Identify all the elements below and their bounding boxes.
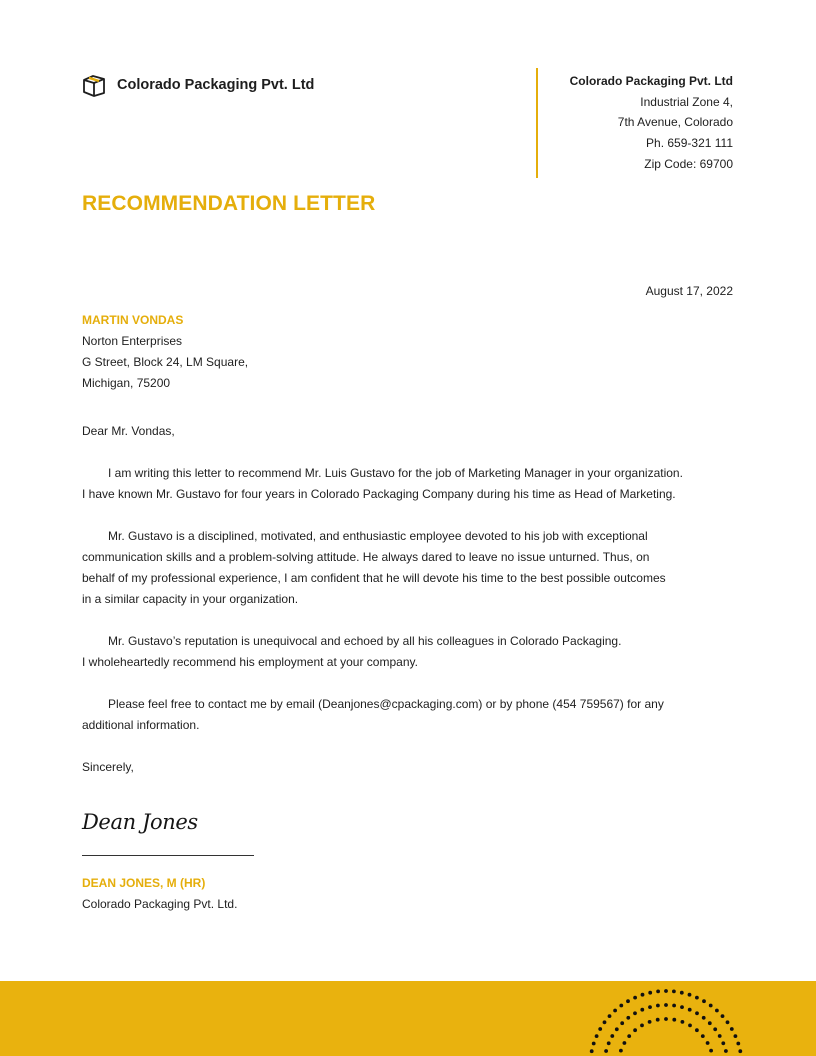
footer-dot bbox=[626, 999, 630, 1003]
footer-dot bbox=[721, 1041, 725, 1045]
footer-dot bbox=[641, 993, 645, 997]
footer-dot bbox=[664, 1003, 668, 1007]
paragraph-2-line-4: in a similar capacity in your organization. bbox=[82, 592, 299, 606]
paragraph-4-line-2: additional information. bbox=[82, 718, 200, 732]
footer-dot bbox=[706, 1041, 710, 1045]
footer-dot bbox=[626, 1016, 630, 1020]
footer-dot bbox=[619, 1004, 623, 1008]
footer-dot bbox=[702, 1016, 706, 1020]
address-line-1: Industrial Zone 4, bbox=[640, 94, 733, 109]
footer-dot bbox=[615, 1027, 619, 1031]
closing: Sincerely, bbox=[82, 760, 134, 774]
letter-title: RECOMMENDATION LETTER bbox=[82, 192, 376, 215]
footer-dot bbox=[695, 1011, 699, 1015]
sender-address bbox=[570, 71, 733, 175]
paragraph-4-line-1: Please feel free to contact me by email (Deanjones@cpackaging.com) or by phone (454 759567) for any bbox=[108, 697, 664, 711]
footer-dot bbox=[608, 1014, 612, 1018]
footer-dot bbox=[726, 1020, 730, 1024]
footer-dot bbox=[603, 1020, 607, 1024]
footer-dot bbox=[648, 1020, 652, 1024]
footer-dot bbox=[619, 1049, 623, 1053]
address-company: Colorado Packaging Pvt. Ltd bbox=[569, 74, 733, 88]
recipient-company: Norton Enterprises bbox=[82, 334, 183, 348]
footer-dot bbox=[633, 1011, 637, 1015]
footer-dot bbox=[664, 1017, 668, 1021]
footer-dot bbox=[633, 996, 637, 1000]
footer-dot bbox=[734, 1034, 738, 1038]
footer-dot bbox=[664, 989, 668, 993]
footer-dot bbox=[613, 1009, 617, 1013]
footer-dot bbox=[721, 1014, 725, 1018]
footer-dot bbox=[640, 1008, 644, 1012]
footer-dot bbox=[633, 1028, 637, 1032]
footer-dot bbox=[688, 1008, 692, 1012]
signer-block bbox=[82, 873, 237, 915]
paragraph-2-line-2: communication skills and a problem-solving attitude. He always dared to leave no issue unturned. Thus, on bbox=[82, 550, 650, 564]
footer-dot bbox=[648, 991, 652, 995]
footer-dot bbox=[648, 1005, 652, 1009]
footer-dot bbox=[590, 1049, 594, 1053]
footer-dot bbox=[730, 1027, 734, 1031]
footer-dot bbox=[672, 990, 676, 994]
footer-dot bbox=[695, 1028, 699, 1032]
footer-dot bbox=[738, 1049, 742, 1053]
paragraph-2-line-1: Mr. Gustavo is a disciplined, motivated, and enthusiastic employee devoted to his job with exceptional bbox=[108, 529, 648, 543]
footer-dot bbox=[598, 1027, 602, 1031]
paragraph-3-line-1: Mr. Gustavo’s reputation is unequivocal and echoed by all his colleagues in Colorado Packaging. bbox=[108, 634, 622, 648]
salutation: Dear Mr. Vondas, bbox=[82, 424, 175, 438]
footer-dot bbox=[715, 1009, 719, 1013]
package-box-icon bbox=[81, 72, 107, 98]
footer-dot bbox=[713, 1027, 717, 1031]
paragraph-3-line-2: I wholeheartedly recommend his employment at your company. bbox=[82, 655, 418, 669]
footer-dot bbox=[724, 1049, 728, 1053]
footer-dot bbox=[610, 1034, 614, 1038]
footer-dot bbox=[680, 1005, 684, 1009]
footer-dot bbox=[736, 1042, 740, 1046]
recipient-city: Michigan, 75200 bbox=[82, 376, 171, 390]
letter-body bbox=[82, 421, 732, 778]
handwritten-signature: Dean Jones bbox=[82, 810, 198, 834]
signer-company: Colorado Packaging Pvt. Ltd. bbox=[82, 897, 238, 911]
dotted-arcs-icon bbox=[0, 981, 816, 1056]
footer-dot bbox=[620, 1021, 624, 1025]
logo-company-name: Colorado Packaging Pvt. Ltd bbox=[117, 77, 315, 93]
footer-dot bbox=[688, 993, 692, 997]
company-logo bbox=[81, 72, 314, 98]
footer-dot bbox=[695, 996, 699, 1000]
footer-dot bbox=[595, 1034, 599, 1038]
header-divider bbox=[536, 68, 538, 178]
signature-line bbox=[82, 855, 254, 856]
footer-dot bbox=[607, 1041, 611, 1045]
footer-dot bbox=[701, 1034, 705, 1038]
footer-dot bbox=[604, 1049, 608, 1053]
footer-dot bbox=[681, 1020, 685, 1024]
footer-dot bbox=[709, 1004, 713, 1008]
recipient-street: G Street, Block 24, LM Square, bbox=[82, 355, 249, 369]
footer-dot bbox=[702, 999, 706, 1003]
address-zip: Zip Code: 69700 bbox=[644, 156, 733, 171]
footer-dot bbox=[718, 1034, 722, 1038]
recipient-block bbox=[82, 310, 248, 394]
paragraph-1-line-1: I am writing this letter to recommend Mr. Luis Gustavo for the job of Marketing Manager in your organization. bbox=[108, 466, 683, 480]
footer-dot bbox=[709, 1049, 713, 1053]
footer-dot bbox=[627, 1034, 631, 1038]
footer-dot bbox=[680, 991, 684, 995]
paragraph-2-line-3: behalf of my professional experience, I am confident that he will devote his time to the best possible outcomes bbox=[82, 571, 666, 585]
footer-dot bbox=[672, 1018, 676, 1022]
footer-dot bbox=[592, 1042, 596, 1046]
letter-date: August 17, 2022 bbox=[645, 284, 733, 298]
signer-name: DEAN JONES, M (HR) bbox=[82, 876, 206, 890]
footer-dot bbox=[688, 1024, 692, 1028]
footer-band bbox=[0, 981, 816, 1056]
footer-dot bbox=[672, 1004, 676, 1008]
footer-dot bbox=[656, 990, 660, 994]
footer-dot bbox=[656, 1018, 660, 1022]
footer-dot bbox=[623, 1041, 627, 1045]
address-phone: Ph. 659-321 111 bbox=[646, 136, 733, 151]
footer-dot bbox=[640, 1024, 644, 1028]
footer-dot bbox=[708, 1021, 712, 1025]
paragraph-1-line-2: I have known Mr. Gustavo for four years in Colorado Packaging Company during his time as Head of Marketing. bbox=[82, 487, 676, 501]
footer-dot bbox=[656, 1004, 660, 1008]
recipient-name: MARTIN VONDAS bbox=[82, 313, 184, 327]
address-line-2: 7th Avenue, Colorado bbox=[617, 115, 733, 130]
